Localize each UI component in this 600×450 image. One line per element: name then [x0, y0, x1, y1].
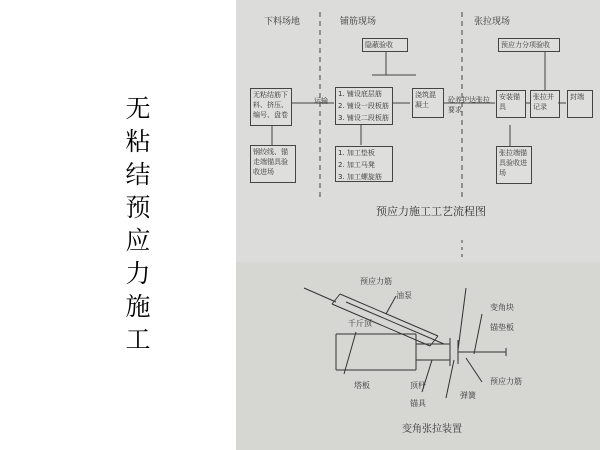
- device-drawing-scan: [236, 262, 600, 450]
- slide-title: [122, 92, 154, 356]
- device-label: 弹簧: [460, 391, 476, 400]
- anchor-inspection-box: 钢绞线、锚走端锚具验收进场: [250, 145, 296, 183]
- title-char: 预: [125, 193, 151, 222]
- stage-acceptance-box: 预应力分项验收: [498, 38, 560, 52]
- material-box: 无粘结筋下料、挤压、编号、盘卷: [250, 88, 292, 126]
- title-char: 粘: [125, 127, 151, 156]
- tension-anchor-inspection-box: 张拉端锚具验收进场: [496, 146, 532, 184]
- title-char: 无: [125, 94, 151, 123]
- device-label: 塔板: [354, 381, 370, 390]
- device-label: 千斤顶: [348, 319, 372, 328]
- zone-label: 铺筋现场: [340, 17, 377, 27]
- title-char: 应: [125, 226, 151, 255]
- hidden-inspection-box: 隐蔽验收: [362, 38, 408, 52]
- seal-end-box: 封端: [567, 90, 593, 118]
- pour-concrete-box: 浇筑混凝土: [412, 88, 444, 118]
- transport-label: 运输: [314, 97, 328, 105]
- zone-label: 张拉现场: [474, 17, 511, 27]
- title-char: 施: [125, 292, 151, 321]
- zone-label: 下料场地: [264, 17, 301, 27]
- tension-record-box: 张拉并记录: [530, 90, 560, 118]
- title-char: 力: [125, 259, 151, 288]
- device-label: 锚具: [410, 399, 426, 408]
- device-caption: 变角张拉装置: [402, 424, 462, 435]
- title-char: 工: [125, 325, 151, 354]
- curing-label: 砼养护达张拉要求: [448, 96, 490, 114]
- device-label: 预应力筋: [490, 377, 522, 386]
- flowchart-caption: 预应力施工工艺流程图: [376, 205, 486, 218]
- title-char: 结: [125, 160, 151, 189]
- device-label: 预应力筋: [360, 277, 392, 286]
- flowchart-scan: [236, 0, 600, 262]
- device-label: 顶杆: [410, 381, 426, 390]
- device-label: 变角块: [490, 303, 514, 312]
- device-label: 油泵: [396, 291, 412, 300]
- scanned-figure: [236, 0, 600, 450]
- install-anchor-box: 安装锚具: [496, 90, 526, 118]
- laying-steps-box: 1. 铺设底层筋 2. 铺设一段板筋 3. 铺设二段板筋: [335, 87, 393, 125]
- processing-steps-box: 1. 加工垫板 2. 加工马凳 3. 加工螺旋筋: [335, 146, 393, 182]
- device-label: 锚垫板: [490, 323, 514, 332]
